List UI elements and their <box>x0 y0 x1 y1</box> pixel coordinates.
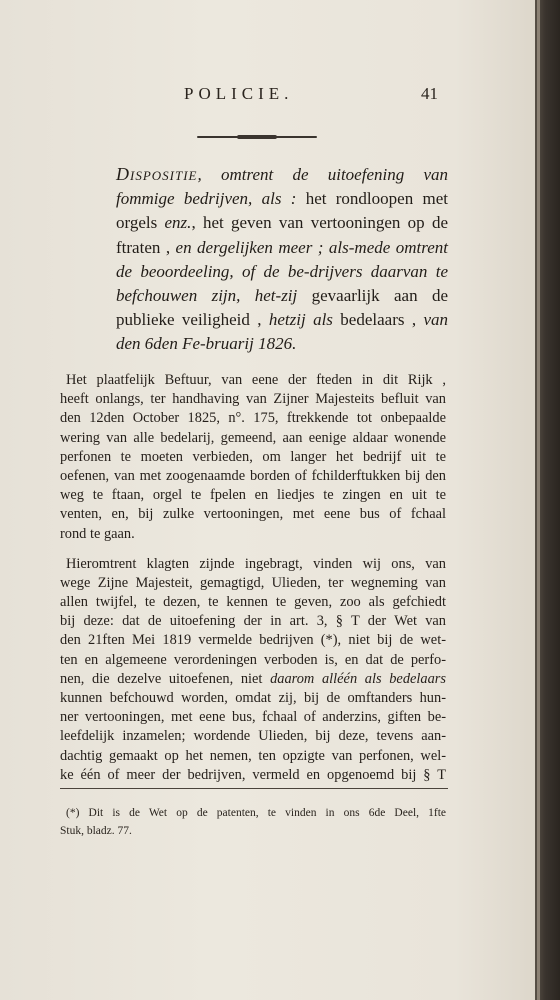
disposition-text-2: fommige bedrijven <box>116 189 249 209</box>
running-head <box>0 84 535 108</box>
text-line-with-italic <box>60 670 446 689</box>
disposition-text-3: , als : <box>248 189 306 209</box>
text-line: ke één of meer der bedrijven, vermeld en opgenoemd bij § T <box>60 766 446 783</box>
text-line: wege Zijne Majesteit, gemagtigd, Ulieden, ter wegneming van <box>60 574 446 591</box>
footnote-divider <box>60 788 448 789</box>
body-text <box>60 371 446 785</box>
text-line: ten en algemeene verordeningen verboden is, en dat de perfo- <box>60 651 446 668</box>
footnote <box>60 804 446 840</box>
disposition-text-1: , omtrent de uitoefening van <box>197 165 448 184</box>
disposition-text-10: bedelaars , <box>332 310 424 330</box>
disposition-text-8: gevaarlijk aan de publieke veiligheid , <box>116 286 448 330</box>
text-line: dachtig gemaakt op het nemen, ten opzigte van perfonen, wel- <box>60 747 446 764</box>
disposition-text-11: van den 6den Fe-bruarij 1826. <box>116 310 448 354</box>
italic-phrase: daarom alléén als bedelaars <box>270 670 446 687</box>
text-line: Hieromtrent klagten zijnde ingebragt, vinden wij ons, van <box>66 555 446 572</box>
page-edge-binding <box>535 0 560 1000</box>
disposition-label: Dispositie <box>116 164 198 184</box>
disposition-text-7: en dergelijken meer ; als-mede omtrent de beoordeeling, of de be-drijvers daarvan te befchouwen zijn, het-zij <box>116 237 449 306</box>
paragraph-1 <box>60 371 446 544</box>
text-line: wering van alle bedelarij, gemeend, aan eenige aldaar wonende <box>60 429 446 446</box>
text-line: oefenen, van met zoogenaamde borden of fchilderftukken bij den <box>60 467 446 484</box>
text-line: ner vertooningen, met eene bus, fchaal of anderzins, giften be- <box>60 709 446 726</box>
footnote-line: Stuk, bladz. 77. <box>60 825 132 837</box>
footnote-line: (*) Dit is de Wet op de patenten, te vinden in ons 6de Deel, 1fte <box>66 807 446 819</box>
text-line: den 12den October 1825, n°. 175, ftrekkende tot onbepaalde <box>60 410 446 427</box>
disposition-heading-block <box>116 162 448 357</box>
text-line: perfonen te moeten verbieden, om langer het bedrijf uit te <box>60 448 446 465</box>
text-line: allen twijfel, te dezen, te kennen te geven, zoo als gefchiedt <box>60 594 446 611</box>
text-line: leefdelijk inzamelen; wordende Ulieden, bij deze, tevens aan- <box>60 728 446 745</box>
text-line: rond te gaan. <box>60 525 135 542</box>
disposition-text-4: het rondloopen met orgels <box>116 189 448 233</box>
disposition-text-5: enz. <box>164 213 192 233</box>
text-line: venten, en, bij zulke vertooningen, met eene bus of fchaal <box>60 506 446 523</box>
text-span: nen, die dezelve uitoefenen, niet <box>60 670 271 687</box>
paragraph-2 <box>60 555 446 785</box>
text-line: kunnen befchouwd worden, omdat zij, bij de omftanders hun- <box>60 690 446 706</box>
disposition-text-6: , het geven van vertooningen op de ftraten , <box>116 213 448 257</box>
disposition-text-9: hetzij als <box>268 310 333 330</box>
text-line: den 21ften Mei 1819 vermelde bedrijven (*), niet bij de wet- <box>60 632 446 649</box>
page-number: 41 <box>421 84 438 103</box>
text-line: heeft onlangs, ter handhaving van Zijner Majesteits befluit van <box>60 391 446 408</box>
text-line: weg te ftaan, orgel te fpelen en liedjes te zingen en uit te <box>60 487 446 504</box>
section-divider <box>197 136 317 138</box>
running-head-title: POLICIE. <box>184 84 294 103</box>
text-line: bij deze: dat de uitoefening der in art. 3, § T der Wet van <box>60 613 446 630</box>
text-line: Het plaatfelijk Beftuur, van eene der fteden in dit Rijk , <box>66 372 446 388</box>
